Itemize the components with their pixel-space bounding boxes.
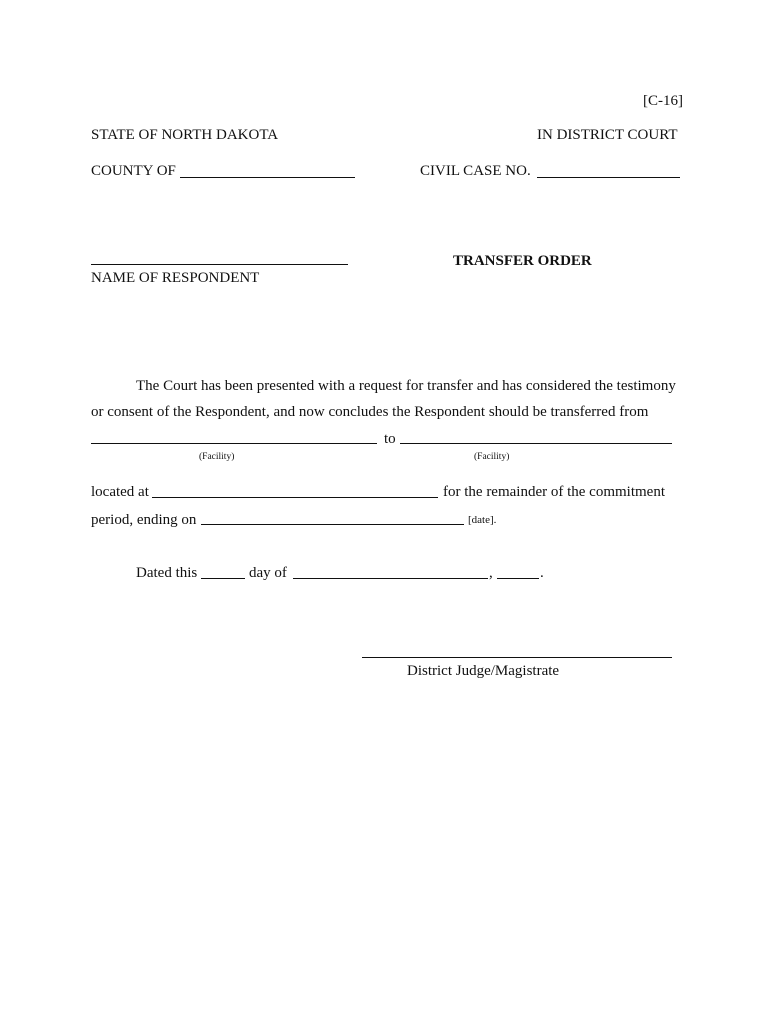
date-hint: [date]. <box>468 514 497 526</box>
respondent-label: NAME OF RESPONDENT <box>91 270 260 286</box>
county-label: COUNTY OF <box>91 163 176 179</box>
day-field[interactable] <box>201 578 245 579</box>
to-label: to <box>384 431 396 447</box>
case-number-label: CIVIL CASE NO. <box>420 163 531 179</box>
body-line-1: The Court has been presented with a request for transfer and has considered the testimony <box>136 378 676 394</box>
form-code: [C-16] <box>643 93 683 109</box>
day-of-label: day of <box>249 565 287 581</box>
case-number-field[interactable] <box>537 177 680 178</box>
located-at-label: located at <box>91 484 149 500</box>
facility-to-field[interactable] <box>400 443 672 444</box>
document-title: TRANSFER ORDER <box>453 253 592 269</box>
location-field[interactable] <box>152 497 438 498</box>
facility-from-field[interactable] <box>91 443 377 444</box>
state-heading: STATE OF NORTH DAKOTA <box>91 127 279 143</box>
respondent-name-field[interactable] <box>91 264 348 265</box>
signature-line[interactable] <box>362 657 672 658</box>
signature-label: District Judge/Magistrate <box>407 663 560 679</box>
dated-this-label: Dated this <box>136 565 198 581</box>
dated-period: . <box>540 565 544 581</box>
facility-to-caption: (Facility) <box>474 452 510 462</box>
county-field[interactable] <box>180 177 355 178</box>
court-heading: IN DISTRICT COURT <box>537 127 678 143</box>
period-ending-label: period, ending on <box>91 512 197 528</box>
facility-from-caption: (Facility) <box>199 452 235 462</box>
end-date-field[interactable] <box>201 524 464 525</box>
dated-comma: , <box>489 565 493 581</box>
month-field[interactable] <box>293 578 488 579</box>
body-line-2: or consent of the Respondent, and now concludes the Respondent should be transferred from <box>91 404 649 420</box>
remainder-label: for the remainder of the commitment <box>443 484 666 500</box>
year-field[interactable] <box>497 578 539 579</box>
